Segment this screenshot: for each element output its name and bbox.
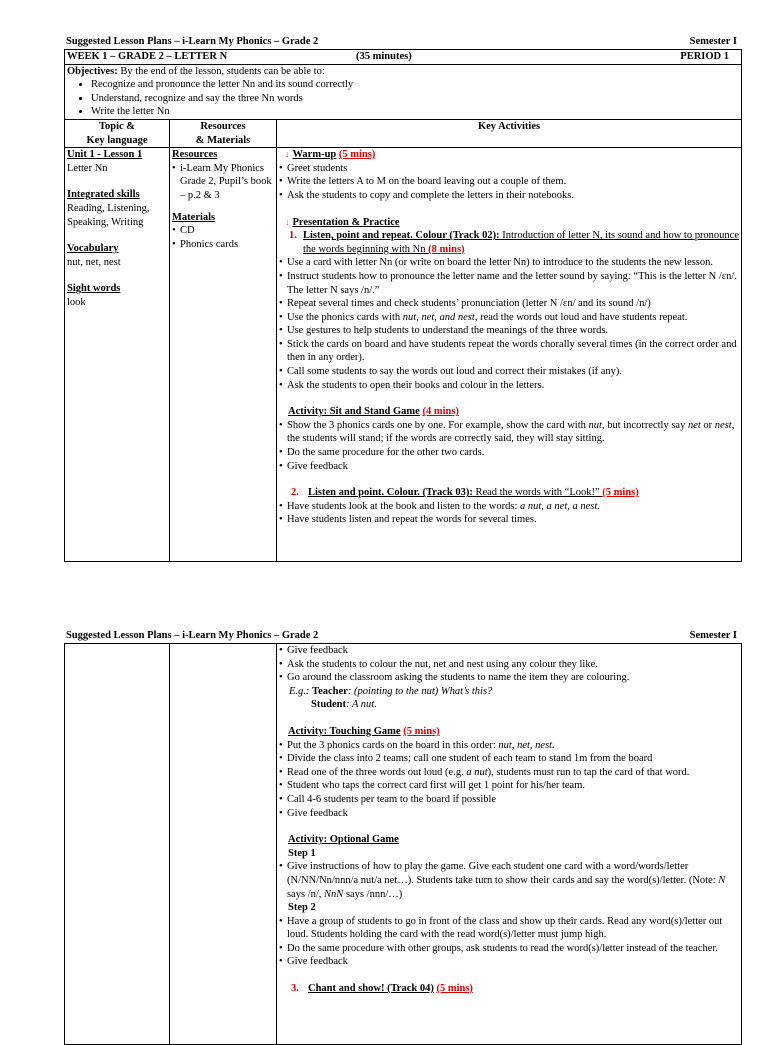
lesson-duration: (35 minutes) [356, 51, 412, 62]
example-student: Student: A nut. [311, 699, 377, 711]
activity-item: • Instruct students how to pronounce the letter name and the letter sound by saying: “This is the letter N /ɛn/. The letter N says /n/.” [279, 270, 739, 297]
resources-cell [170, 148, 277, 562]
activity-item: • Put the 3 phonics cards on the board in this order: nut, net, nest. [279, 739, 739, 753]
materials-heading: Materials [172, 211, 216, 223]
touching-game-heading: Activity: Touching Game (5 mins) [288, 725, 440, 737]
activity-item: • Give feedback [279, 644, 739, 658]
activities-cell [277, 148, 742, 562]
activity-item: • Divide the class into 2 teams; call one student of each team to stand 1m from the board [279, 752, 739, 766]
sit-stand-game-heading: Activity: Sit and Stand Game (4 mins) [288, 406, 459, 418]
skills-heading: Integrated skills [67, 189, 140, 201]
sight-words-text: look [67, 296, 86, 308]
step-1-label: Step 1 [288, 847, 316, 859]
warmup-item: • Ask the students to copy and complete the letters in their notebooks. [279, 189, 739, 203]
arrow-bullet-icon: ↓ [285, 149, 290, 160]
vocab-text: nut, net, nest [67, 256, 121, 268]
period-label: PERIOD 1 [680, 51, 730, 62]
activity-item: • Do the same procedure with other groups, ask students to read the word(s)/letter instead of the teacher. [279, 942, 739, 956]
arrow-bullet-icon: ↓ [285, 216, 290, 227]
lesson-plan-table-continued [64, 643, 742, 1045]
activity-item: • Go around the classroom asking the students to name the item they are colouring. [279, 671, 739, 685]
example-teacher: E.g.: Teacher: (pointing to the nut) What’s this? [289, 685, 493, 697]
objectives-list [67, 78, 739, 119]
optional-game-heading: Activity: Optional Game [288, 834, 399, 846]
step-2-label: Step 2 [288, 902, 316, 914]
activity-item: • Repeat several times and check students’ pronunciation (letter N /ɛn/ and its sound /n/) [279, 297, 739, 311]
activity-item: • Do the same procedure for the other two cards. [279, 446, 739, 460]
activity-item: • Student who taps the correct card first will get 1 point for his/her team. [279, 779, 739, 793]
activity-item: • Have students look at the book and listen to the words: a nut, a net, a nest. [279, 500, 739, 514]
activity-item: • Give instructions of how to play the game. Give each student one card with a word/words/letter (N/NN/Nn/nnn/a nut/a net…). Students take turn to show their cards and say the word(s)/letter. (Note: N says /n/, NnN says /nnn/…) [279, 860, 739, 901]
topic-cell [65, 148, 170, 562]
activity-item: • Show the 3 phonics cards one by one. For example, show the card with nut, but incorrectly say net or nest, the students will stand; if the words are correctly said, they will stay sitting. [279, 419, 739, 446]
material-item: • Phonics cards [172, 238, 274, 252]
col-head-activities: Key Activities [277, 119, 742, 147]
activity-item: • Stick the cards on board and have students repeat the words chorally several times (in the correct order and then in any order). [279, 338, 739, 365]
lesson-plan-table [64, 49, 742, 562]
objectives-intro: Objectives: By the end of the lesson, students can be able to: [67, 65, 325, 77]
activity-item: • Call 4-6 students per team to the board if possible [279, 793, 739, 807]
week-title: WEEK 1 – GRADE 2 – LETTER N [67, 51, 228, 62]
col-head-resources: Resources & Materials [170, 119, 277, 147]
warmup-item: • Greet students [279, 162, 739, 176]
activity-item: • Read one of the three words out loud (e.g. a nut), students must run to tap the card of that word. [279, 766, 739, 780]
activities-cell [277, 644, 742, 1045]
activity-item: • Ask the students to colour the nut, net and nest using any colour they like. [279, 658, 739, 672]
activity-item: • Use the phonics cards with nut, net, and nest, read the words out loud and have students repeat. [279, 311, 739, 325]
material-item: • CD [172, 224, 274, 238]
unit-title: Unit 1 - Lesson 1 [67, 149, 143, 161]
lesson-page-1 [64, 35, 741, 562]
activity-item: • Give feedback [279, 460, 739, 474]
section-1-heading: 1. Listen, point and repeat. Colour (Track 02): Introduction of letter N, its sound and how to pronounce the words beginning with Nn (8 mins) [289, 230, 740, 255]
activity-item: • Ask the students to open their books and colour in the letters. [279, 379, 739, 393]
activity-item: • Use a card with letter Nn (or write on board the letter Nn) to introduce to the students the new lesson. [279, 256, 739, 270]
activity-item: • Have a group of students to go in front of the class and show up their cards. Read any word(s)/letter out loud. Students holding the card with the read word(s)/letter must jump high. [279, 915, 739, 942]
section-2-heading: 2. Listen and point. Colour. (Track 03): Read the words with “Look!” (5 mins) [291, 487, 639, 499]
warmup-heading: ↓ Warm-up (5 mins) [285, 149, 376, 161]
resource-item: • i-Learn My Phonics Grade 2, Pupil’s book – p.2 & 3 [172, 162, 274, 203]
activity-item: • Have students listen and repeat the words for several times. [279, 513, 739, 527]
skills-text: Reading, Listening, Speaking, Writing [67, 202, 150, 228]
column-headers [65, 119, 742, 147]
activity-item: • Give feedback [279, 807, 739, 821]
section-3-heading: 3. Chant and show! (Track 04) (5 mins) [291, 983, 473, 995]
warmup-item: • Write the letters A to M on the board leaving out a couple of them. [279, 175, 739, 189]
content-row [65, 148, 742, 562]
objective-item: • Write the letter Nn [91, 105, 739, 119]
topic-cell [65, 644, 170, 1045]
page-header-title: Suggested Lesson Plans – i-Learn My Phonics – Grade 2 [66, 630, 319, 642]
vocab-heading: Vocabulary [67, 243, 119, 255]
letter-label: Letter Nn [67, 162, 108, 174]
page-header [64, 35, 741, 49]
objective-item: • Recognize and pronounce the letter Nn and its sound correctly [91, 78, 739, 92]
resources-cell [170, 644, 277, 1045]
page-header-semester: Semester I [689, 36, 737, 48]
objective-item: • Understand, recognize and say the three Nn words [91, 92, 739, 106]
week-row [65, 50, 742, 65]
resources-heading: Resources [172, 149, 218, 161]
page-header-semester: Semester I [689, 630, 737, 642]
col-head-topic: Topic & Key language [65, 119, 170, 147]
page-header [64, 629, 741, 643]
sight-words-heading: Sight words [67, 283, 121, 295]
presentation-heading: ↓ Presentation & Practice [285, 216, 400, 228]
activity-item: • Give feedback [279, 955, 739, 969]
activity-item: • Call some students to say the words out loud and correct their mistakes (if any). [279, 365, 739, 379]
lesson-page-2 [64, 629, 741, 1045]
page-header-title: Suggested Lesson Plans – i-Learn My Phonics – Grade 2 [66, 36, 319, 48]
activity-item: • Use gestures to help students to understand the meanings of the three words. [279, 324, 739, 338]
objectives-row [65, 64, 742, 119]
content-row [65, 644, 742, 1045]
